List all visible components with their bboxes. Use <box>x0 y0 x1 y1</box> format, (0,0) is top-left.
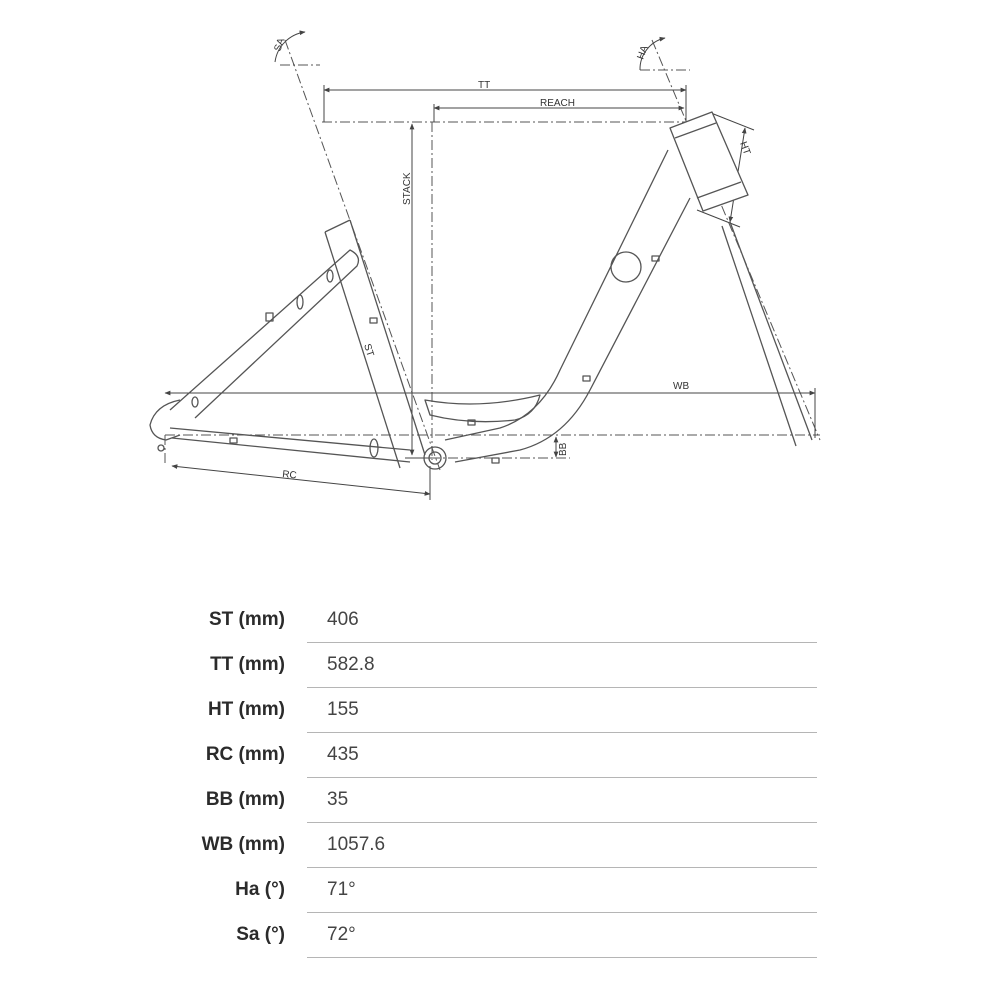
label-tt: TT <box>478 80 491 91</box>
row-value: 1057.6 <box>307 823 817 868</box>
row-value: 582.8 <box>307 643 817 688</box>
table-row <box>165 778 817 823</box>
label-st: ST <box>361 342 376 359</box>
row-label: BB (mm) <box>205 789 285 810</box>
table-row <box>165 598 817 643</box>
row-label: WB (mm) <box>201 834 285 855</box>
row-value: 72° <box>307 913 817 958</box>
row-value: 406 <box>307 598 817 643</box>
label-reach: REACH <box>540 98 576 109</box>
label-ht: HT <box>737 140 753 157</box>
table-row <box>165 868 817 913</box>
dimension-labels <box>272 36 752 481</box>
row-label: RC (mm) <box>205 744 285 765</box>
row-label: TT (mm) <box>210 654 285 675</box>
label-bb: BB <box>558 442 569 456</box>
table-row <box>165 733 817 778</box>
label-ha: HA <box>635 44 651 62</box>
geometry-table <box>165 598 817 958</box>
row-label: HT (mm) <box>207 699 285 720</box>
table-row <box>165 823 817 868</box>
row-value: 35 <box>307 778 817 823</box>
row-label: Ha (°) <box>235 879 285 900</box>
label-sa: SA <box>272 36 288 54</box>
table-row <box>165 643 817 688</box>
row-value: 71° <box>307 868 817 913</box>
construction-lines <box>165 40 820 470</box>
table-row <box>165 688 817 733</box>
bicycle-frame <box>150 112 812 469</box>
label-stack: STACK <box>402 172 413 205</box>
row-label: ST (mm) <box>209 609 285 631</box>
label-wb: WB <box>673 381 690 392</box>
label-rc: RC <box>281 469 298 482</box>
table-row <box>165 913 817 958</box>
row-value: 435 <box>307 733 817 778</box>
row-value: 155 <box>307 688 817 733</box>
row-label: Sa (°) <box>236 924 285 945</box>
